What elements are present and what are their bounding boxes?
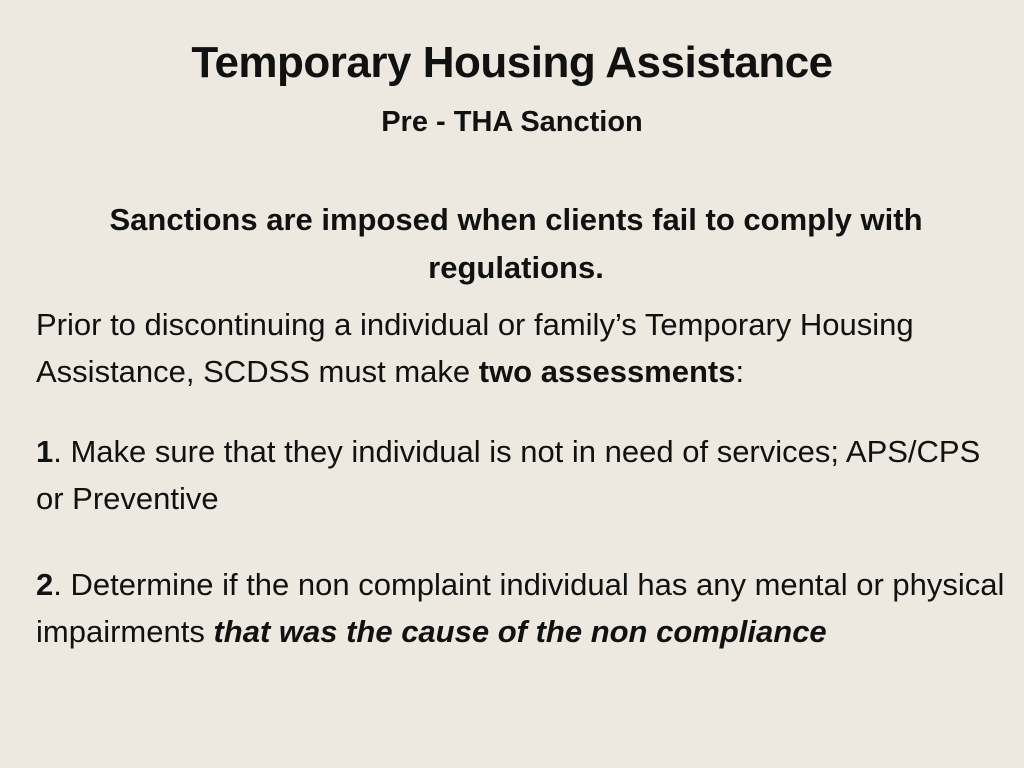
assessment-intro-colon: : (735, 354, 745, 389)
assessment-item-2-text: . Determine if the non complaint individual has any mental or physical impairments (36, 567, 1005, 649)
assessment-intro-bold: two assessments (478, 354, 736, 389)
assessment-item-2 (36, 561, 1006, 655)
assessment-item-2-number: 2 (36, 567, 54, 602)
slide-subtitle: Pre - THA Sanction (381, 106, 643, 138)
lead-statement: Sanctions are imposed when clients fail to comply with regulations. (109, 202, 923, 285)
assessment-item-2-emphasis: that was the cause of the non compliance (213, 614, 827, 649)
assessment-item-1-text: . Make sure that they individual is not in need of services; APS/CPS or Preventive (36, 434, 981, 516)
assessment-item-1-number: 1 (36, 434, 54, 469)
slide-title: Temporary Housing Assistance (191, 38, 833, 87)
assessment-intro-text: Prior to discontinuing a individual or family’s Temporary Housing Assistance, SCDSS must make (36, 307, 914, 389)
assessment-item-1 (36, 428, 1006, 522)
assessment-intro-paragraph (36, 301, 1006, 395)
